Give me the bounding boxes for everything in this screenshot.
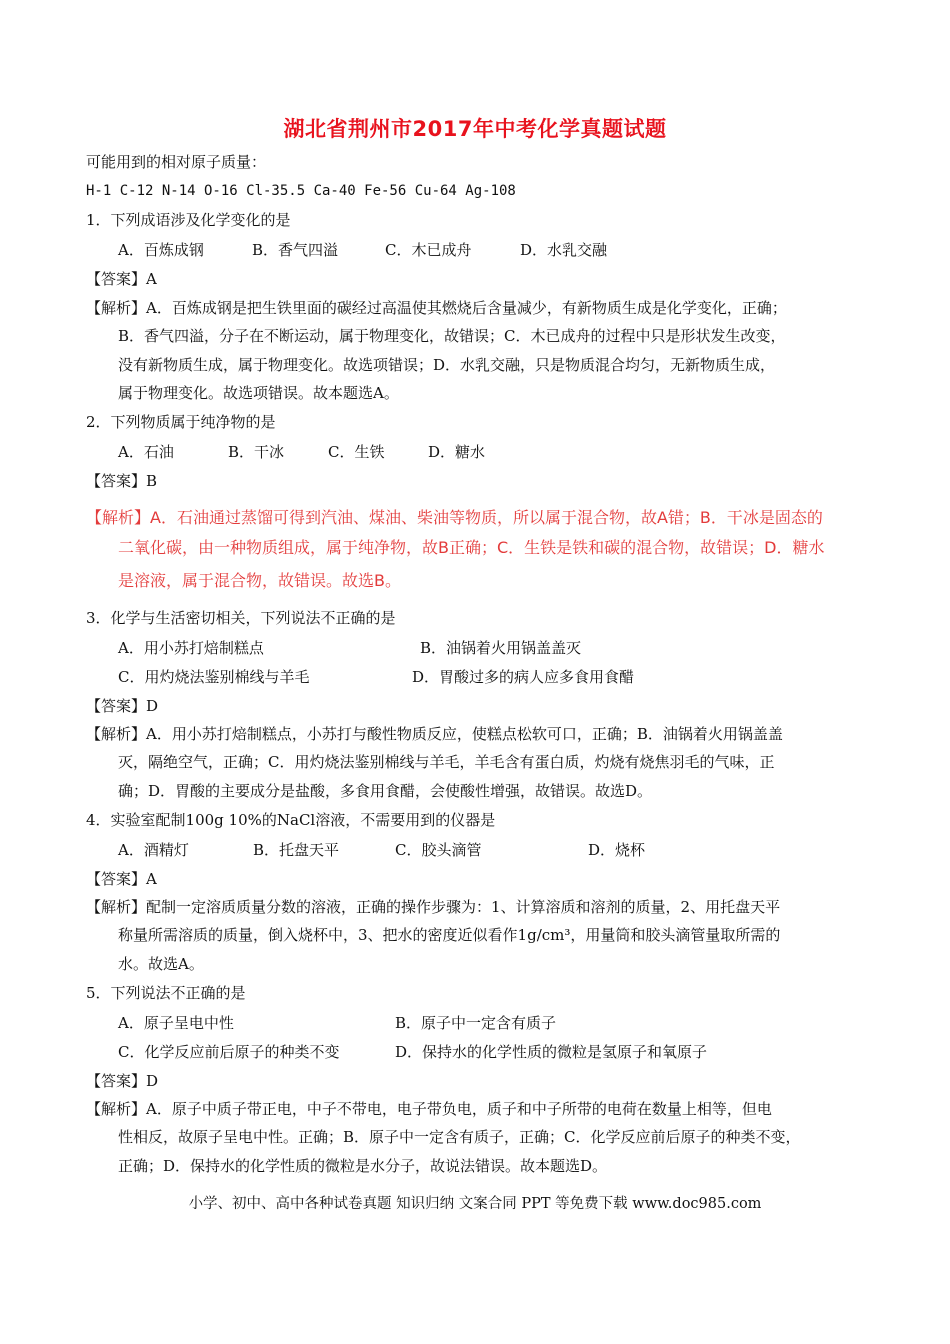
q3-option-d: D．胃酸过多的病人应多食用食醋 [412, 668, 635, 686]
q4-analysis-line: 称量所需溶质的质量，倒入烧杯中，3、把水的密度近似看作1g/cm³，用量筒和胶头滴管量取所需的 [118, 926, 781, 944]
q4-analysis-line: 【解析】配制一定溶质质量分数的溶液，正确的操作步骤为：1、计算溶质和溶剂的质量，2、用托盘天平 [86, 898, 781, 916]
q4-option-d: D．烧杯 [588, 841, 646, 859]
q1-answer: 【答案】A [86, 270, 157, 288]
q2-answer: 【答案】B [86, 472, 158, 490]
q4-analysis-line: 水。故选A。 [118, 955, 204, 973]
q5-option-b: B．原子中一定含有质子 [395, 1014, 557, 1032]
q4-option-a: A．酒精灯 [118, 841, 189, 859]
q4-answer: 【答案】A [86, 870, 157, 888]
q1-option-a: A．百炼成钢 [118, 241, 204, 259]
q2-option-d: D．糖水 [428, 443, 486, 461]
q1-analysis-line: 属于物理变化。故选项错误。故本题选A。 [118, 384, 399, 402]
footer-watermark: 小学、初中、高中各种试卷真题 知识归纳 文案合同 PPT 等免费下载 www.doc985.com [188, 1196, 762, 1212]
q5-answer: 【答案】D [86, 1072, 159, 1090]
atomic-mass-list: H-1 C-12 N-14 O-16 Cl-35.5 Ca-40 Fe-56 Cu-64 Ag-108 [86, 183, 516, 199]
q3-analysis-line: 灭，隔绝空气，正确；C．用灼烧法鉴别棉线与羊毛，羊毛含有蛋白质，灼烧有烧焦羽毛的气味，正 [118, 753, 775, 771]
q5-analysis-line: 【解析】A．原子中质子带正电，中子不带电，电子带负电，质子和中子所带的电荷在数量上相等，但电 [86, 1100, 772, 1118]
q5-analysis-line: 性相反，故原子呈电中性。正确；B．原子中一定含有质子，正确；C．化学反应前后原子的种类不变， [118, 1128, 801, 1146]
q4-option-c: C．胶头滴管 [395, 841, 482, 859]
q3-analysis-line: 确；D．胃酸的主要成分是盐酸，多食用食醋，会使酸性增强，故错误。故选D。 [118, 782, 653, 800]
q1-option-b: B．香气四溢 [252, 241, 339, 259]
q1-option-c: C．木已成舟 [385, 241, 472, 259]
question-4-stem: 4．实验室配制100g 10%的NaCl溶液，不需要用到的仪器是 [86, 811, 496, 829]
q1-analysis-line: 【解析】A．百炼成钢是把生铁里面的碳经过高温使其燃烧后含量减少，有新物质生成是化学变化，正确； [86, 299, 787, 317]
q5-option-d: D．保持水的化学性质的微粒是氢原子和氧原子 [395, 1043, 708, 1061]
question-3-stem: 3．化学与生活密切相关，下列说法不正确的是 [86, 609, 396, 627]
atomic-mass-label: 可能用到的相对原子质量： [86, 153, 267, 171]
q3-answer: 【答案】D [86, 697, 159, 715]
q3-option-c: C．用灼烧法鉴别棉线与羊毛 [118, 668, 310, 686]
q2-option-b: B．干冰 [228, 443, 285, 461]
q3-option-a: A．用小苏打焙制糕点 [118, 639, 264, 657]
q4-option-b: B．托盘天平 [253, 841, 340, 859]
question-2-stem: 2．下列物质属于纯净物的是 [86, 413, 276, 431]
question-1-stem: 1．下列成语涉及化学变化的是 [86, 211, 291, 229]
q2-option-c: C．生铁 [328, 443, 385, 461]
document-title: 湖北省荆州市2017年中考化学真题试题 [283, 117, 667, 141]
q2-option-a: A．石油 [118, 443, 174, 461]
q5-option-a: A．原子呈电中性 [118, 1014, 234, 1032]
q1-analysis-line: B．香气四溢，分子在不断运动，属于物理变化，故错误；C．木已成舟的过程中只是形状发生改变， [118, 327, 786, 345]
q3-analysis-line: 【解析】A．用小苏打焙制糕点，小苏打与酸性物质反应，使糕点松软可口，正确；B．油锅着火用锅盖盖 [86, 725, 783, 743]
q2-analysis-line: 【解析】A．石油通过蒸馏可得到汽油、煤油、柴油等物质，所以属于混合物，故A错；B．干冰是固态的 [86, 508, 823, 527]
q2-analysis-line: 是溶液，属于混合物，故错误。故选B。 [118, 571, 401, 590]
q2-analysis-line: 二氧化碳，由一种物质组成，属于纯净物，故B正确；C．生铁是铁和碳的混合物，故错误；D．糖水 [118, 538, 825, 557]
q5-analysis-line: 正确；D．保持水的化学性质的微粒是水分子，故说法错误。故本题选D。 [118, 1157, 608, 1175]
question-5-stem: 5．下列说法不正确的是 [86, 984, 246, 1002]
q3-option-b: B．油锅着火用锅盖盖灭 [420, 639, 582, 657]
q1-analysis-line: 没有新物质生成，属于物理变化。故选项错误；D．水乳交融，只是物质混合均匀，无新物质生成， [118, 356, 776, 374]
q1-option-d: D．水乳交融 [520, 241, 608, 259]
q5-option-c: C．化学反应前后原子的种类不变 [118, 1043, 340, 1061]
